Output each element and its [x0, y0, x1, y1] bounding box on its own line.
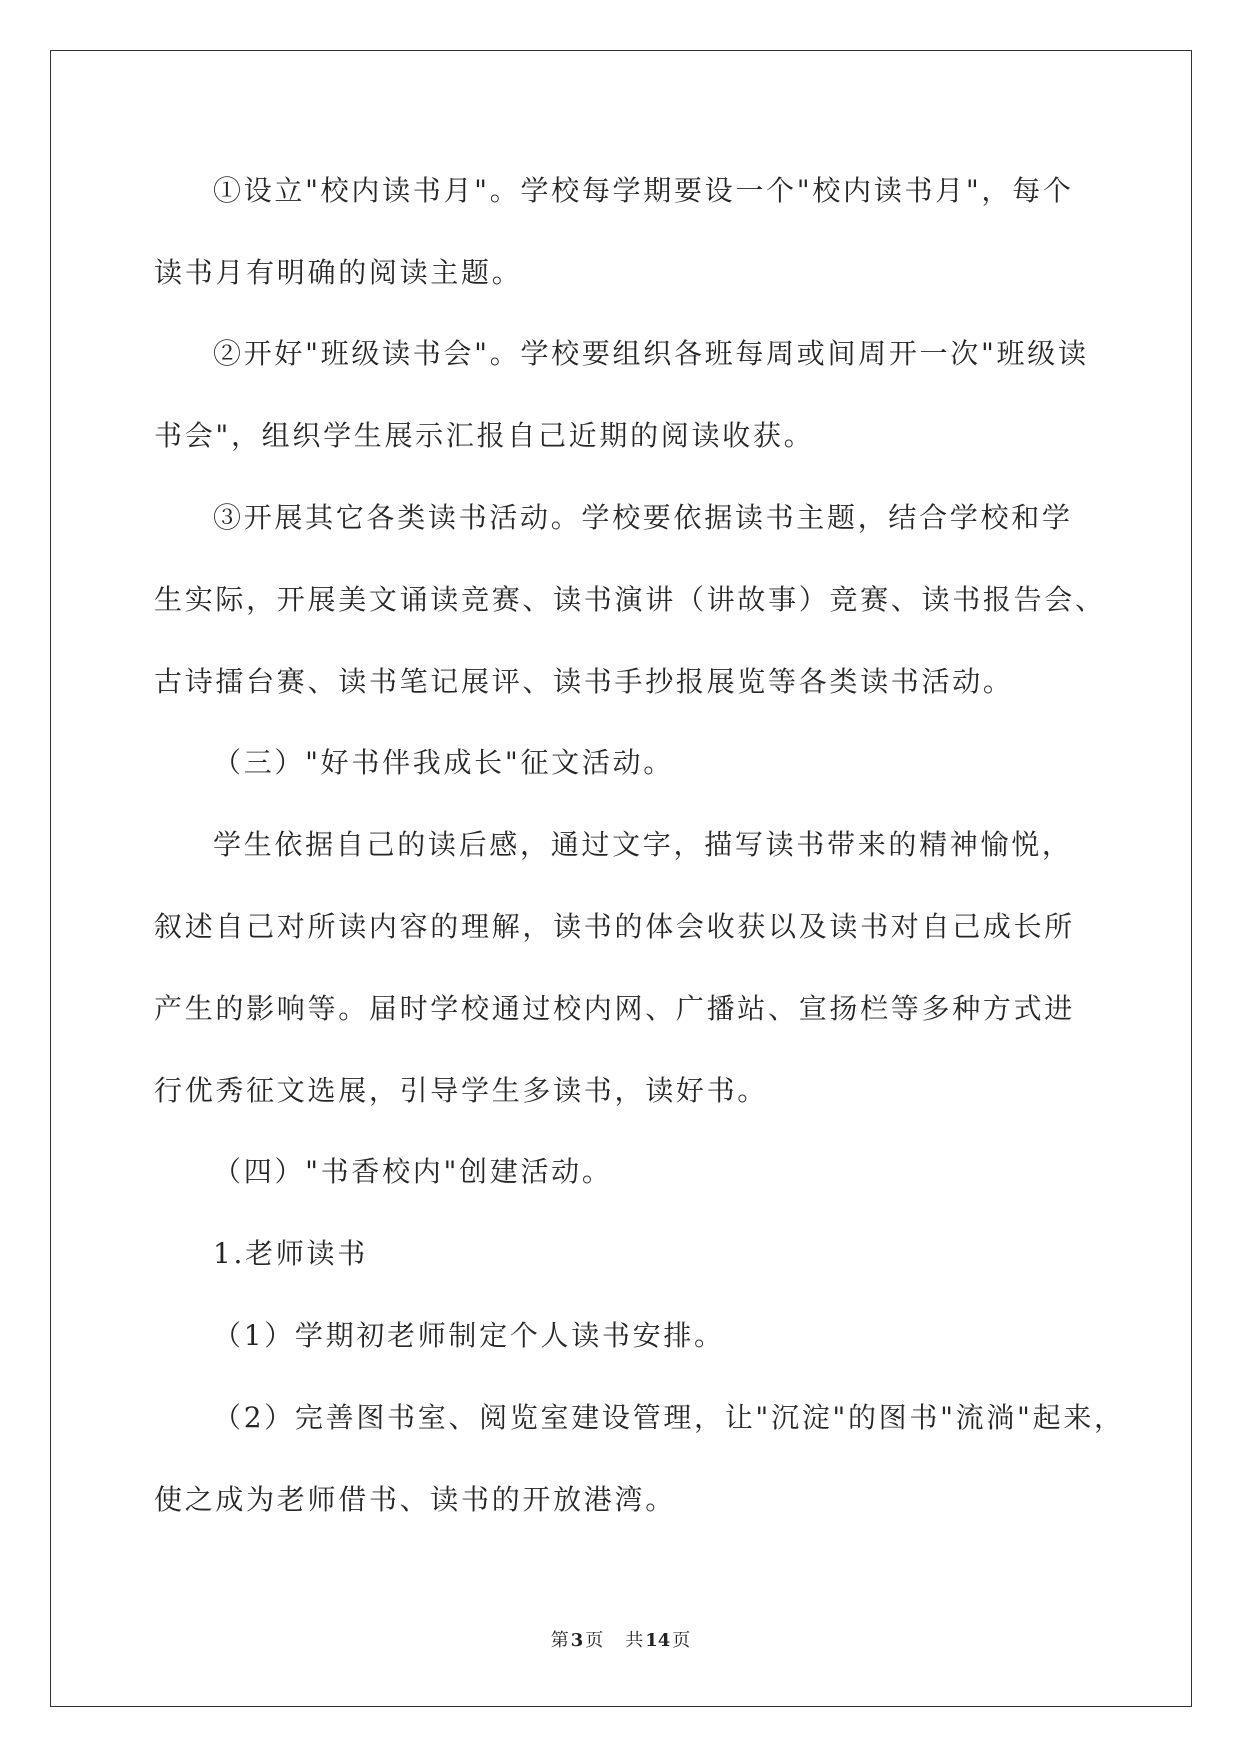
- paragraph-line: 叙述自己对所读内容的理解，读书的体会收获以及读书对自己成长所: [154, 910, 1076, 943]
- paragraph-line: ③开展其它各类读书活动。学校要依据读书主题，结合学校和学: [213, 501, 1073, 534]
- section-heading: （三）"好书伴我成长"征文活动。: [213, 746, 674, 779]
- total-prefix: 共: [625, 1630, 644, 1651]
- total-suffix: 页: [672, 1630, 691, 1651]
- paragraph-line: （2）完善图书室、阅览室建设管理，让"沉淀"的图书"流淌"起来，: [213, 1401, 1125, 1434]
- page-number: 3: [570, 1630, 584, 1651]
- page-suffix: 页: [585, 1630, 604, 1651]
- paragraph-line: 学生依据自己的读后感，通过文字，描写读书带来的精神愉悦，: [213, 828, 1073, 861]
- paragraph-line: 使之成为老师借书、读书的开放港湾。: [154, 1483, 676, 1516]
- page-prefix: 第: [550, 1630, 569, 1651]
- paragraph-line: ②开好"班级读书会"。学校要组织各班每周或间周开一次"班级读: [213, 337, 1089, 370]
- paragraph-line: 读书月有明确的阅读主题。: [154, 256, 523, 289]
- paragraph-line: ①设立"校内读书月"。学校每学期要设一个"校内读书月"，每个: [213, 174, 1074, 207]
- paragraph-line: 生实际，开展美文诵读竞赛、读书演讲（讲故事）竞赛、读书报告会、: [154, 583, 1106, 616]
- paragraph-line: 古诗擂台赛、读书笔记展评、读书手抄报展览等各类读书活动。: [154, 665, 1014, 698]
- page-footer: [0, 1627, 1241, 1655]
- paragraph-line: 行优秀征文选展，引导学生多读书，读好书。: [154, 1074, 769, 1107]
- subsection-heading: 1.老师读书: [213, 1237, 368, 1270]
- paragraph-line: （1）学期初老师制定个人读书安排。: [213, 1319, 725, 1352]
- total-pages: 14: [645, 1630, 671, 1651]
- paragraph-line: 产生的影响等。届时学校通过校内网、广播站、宣扬栏等多种方式进: [154, 992, 1076, 1025]
- paragraph-line: 书会"，组织学生展示汇报自己近期的阅读收获。: [154, 419, 815, 452]
- section-heading: （四）"书香校内"创建活动。: [213, 1155, 613, 1188]
